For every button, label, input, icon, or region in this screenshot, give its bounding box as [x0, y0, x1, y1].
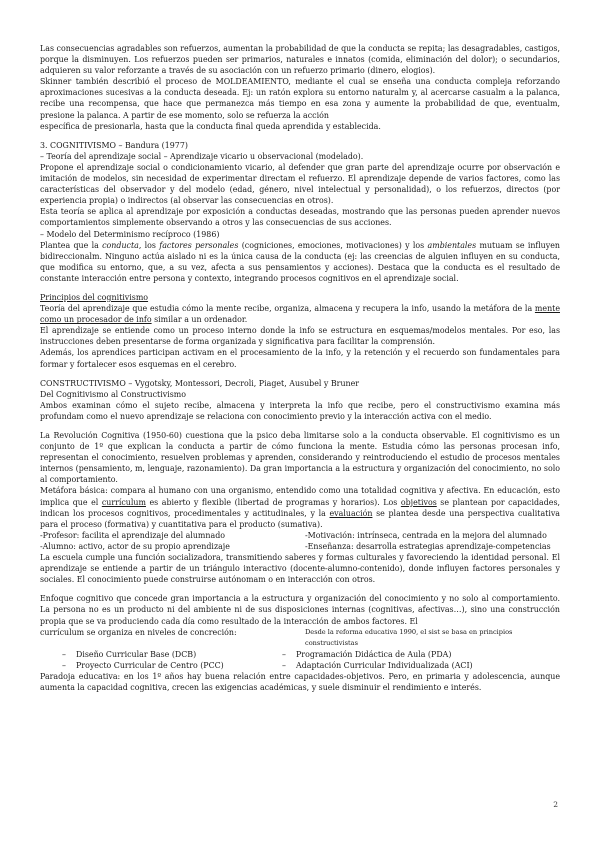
- text-span: Metáfora básica: compara al humano con una organismo, entendido como una totalidad cognitiva y afectiva. En educación, esto implica que el: [40, 486, 560, 507]
- paragraph-principios-2: El aprendizaje se entiende como un proceso interno donde la info se estructura en esquemas/modelos mentales. Por eso, las instrucciones deben presentarse de forma organizada y significativa para facilitar la comprensión.: [40, 326, 560, 347]
- paragraph-escuela: La escuela cumple una función socializadora, transmitiendo saberes y formas culturales y favoreciendo la identidad personal. El aprendizaje se entiende a partir de un triángulo interactivo (docente-alumno-contenido), donde influyen factores personales y sociales. El conocimiento puede construirse autónomam o en interacción con otros.: [40, 553, 560, 585]
- text-span: se plantean por capacidades, indican los procesos cognitivos, procedimentales y actitudinales, y la: [40, 497, 561, 518]
- underlined-mente: mente como un procesador de info: [40, 304, 560, 325]
- curriculum-levels-intro: [40, 627, 560, 649]
- paragraph-aplicacion: Esta teoría se aplica al aprendizaje por exposición a conductas deseadas, mostrando que las personas pueden aprender nuevos comportamientos simplemente observando a otros y las consecuencias de sus acciones.: [40, 207, 560, 228]
- level-text: Diseño Curricular Base (DCB): [76, 649, 197, 659]
- dash-mark: –: [282, 660, 286, 670]
- text-span: se plantea desde una perspectiva cualitativa para el proceso (formativa) y cuantitativa para el producto (sumativa).: [40, 508, 561, 529]
- paragraph-moldeamiento: Skinner también describió el proceso de MOLDEAMIENTO, mediante el cual se enseña una conducta compleja reforzando aproximaciones sucesivas a la conducta deseada. Ej: un ratón explora su entorno naturalm y, al acercarse casualm a la palanca, recibe una recompensa, que hace que permanezca más tiempo en esa zona y aumente la probabilidad de que, eventualm, presione la palanca. A partir de ese momento, solo se refuerza la acción: [40, 77, 560, 120]
- reforma-note: Desde la reforma educativa 1990, el sist se basa en principios constructivistas: [305, 627, 513, 647]
- italic-factores: factores personales: [159, 240, 239, 250]
- text-span: Teoría del aprendizaje que estudia cómo la mente recibe, organiza, almacena y recupera la info, usando la metáfora de la: [40, 304, 535, 314]
- dash-mark: –: [62, 660, 66, 670]
- level-text: Proyecto Curricular de Centro (PCC): [76, 660, 224, 670]
- section-title-cognitivismo: 3. COGNITIVISMO – Bandura (1977): [40, 140, 188, 150]
- heading-principios: [40, 292, 560, 303]
- underlined-evaluacion: evaluación: [329, 508, 373, 518]
- levels-row-1: [40, 649, 560, 660]
- italic-ambientales: ambientales: [427, 240, 477, 250]
- section-title-constructivismo: CONSTRUCTIVISMO – Vygotsky, Montessori, Decroli, Piaget, Ausubel y Bruner: [40, 378, 360, 388]
- paragraph-revolucion: La Revolución Cognitiva (1950-60) cuestiona que la psico deba limitarse solo a la conducta observable. El cognitivismo es un conjunto de 1º que explican la conducta a partir de cómo funciona la mente. Estudia cómo las personas procesan info, representan el conocimiento, resuelven problemas y aprenden, considerando y reintroduciendo el estudio de procesos mentales internos (pensamiento, m, lenguaje, razonamiento). Da gran importancia a la estructura y organización del conocimiento, no solo al comportamiento.: [40, 431, 560, 485]
- text-span: (cogniciones, emociones, motivaciones) y los: [238, 240, 428, 250]
- paragraph-determinismo: [40, 240, 560, 284]
- level-text: Adaptación Curricular Individualizada (ACI): [296, 660, 473, 670]
- paragraph-enfoque: Enfoque cognitivo que concede gran importancia a la estructura y organización del conocimiento y no solo al comportamiento. La persona no es un producto ni del ambiente ni de sus disposiciones internas (cognitivas, afectivas…), sino una construcción propia que se va produciendo cada día como resultado de la interacción de ambos factores. El: [40, 594, 560, 626]
- text-span: es abierto y flexible (libertad de programas y horarios). Los: [145, 497, 401, 507]
- subtitle-aprendizaje-social: – Teoría del aprendizaje social – Aprendizaje vicario u observacional (modelado).: [40, 151, 364, 161]
- level-pda: [270, 649, 560, 660]
- dash-mark: –: [282, 649, 286, 659]
- document-page: [40, 43, 560, 693]
- roles-row-1: [40, 530, 560, 541]
- subtitle-determinismo: – Modelo del Determinismo recíproco (1986): [40, 229, 220, 239]
- role-profesor: -Profesor: facilita el aprendizaje del alumnado: [40, 530, 225, 540]
- paragraph-refuerzos: Las consecuencias agradables son refuerzos, aumentan la probabilidad de que la conducta se repita; las desagradables, castigos, porque la disminuyen. Los refuerzos pueden ser primarios, naturales e innatos (comida, eliminación del dolor); o secundarios, adquieren su valor reforzante a través de su asociación con un refuerzo primario (dinero, elogios).: [40, 44, 560, 76]
- levels-row-2: [40, 660, 560, 671]
- paragraph-metafora: [40, 485, 560, 529]
- curriculum-intro-text: currículum se organiza en niveles de concreción:: [40, 627, 237, 637]
- text-span: similar a un ordenador.: [151, 315, 248, 325]
- underlined-curriculum: currículum: [101, 497, 146, 507]
- role-ensenanza: -Enseñanza: desarrolla estrategias aprendizaje-competencias: [305, 541, 551, 551]
- level-text: Programación Didáctica de Aula (PDA): [296, 649, 452, 659]
- italic-conducta: conducta: [102, 240, 139, 250]
- text-span: Plantea que la: [40, 240, 103, 250]
- role-alumno: -Alumno: activo, actor de su propio aprendizaje: [40, 541, 230, 551]
- level-dcb: [40, 649, 270, 660]
- underlined-objetivos: objetivos: [400, 497, 437, 507]
- level-aci: [270, 660, 560, 671]
- level-pcc: [40, 660, 270, 671]
- paragraph-comparacion: Ambos examinan cómo el sujeto recibe, almacena y interpreta la info que recibe, pero el constructivismo examina más profundam como el nuevo aprendizaje se relaciona con conocimiento previo y la interacción activa con el medio.: [40, 400, 560, 421]
- dash-mark: –: [62, 649, 66, 659]
- subtitle-cognitivismo-constructivismo: Del Cognitivismo al Constructivismo: [40, 389, 186, 399]
- role-motivacion: -Motivación: intrínseca, centrada en la mejora del alumnado: [305, 530, 547, 540]
- paragraph-principios-3: Además, los aprendices participan activam en el procesamiento de la info, y la retención y el recuerdo son fundamentales para formar y fortalecer esos esquemas en el cerebro.: [40, 348, 560, 369]
- paragraph-paradoja: Paradoja educativa: en los 1º años hay buena relación entre capacidades-objetivos. Pero, en primaria y adolescencia, aunque aumenta la capacidad cognitiva, crecen las exigencias académicas, y suele disminuir el rendimiento e interés.: [40, 671, 560, 693]
- text-span: , los: [138, 240, 160, 250]
- paragraph-aprendizaje-social: Propone el aprendizaje social o condicionamiento vicario, al defender que gran parte del aprendizaje ocurre por observación e imitación de modelos, sin necesidad de experimentar directam el refuerzo. El aprendizaje depende de varios factores, como las características del observador y del modelo (edad, género, nivel intelectual y personalidad), o los refuerzos, directos (por experiencia propia) o indirectos (al observar las consecuencias en otros).: [40, 162, 560, 206]
- paragraph-moldeamiento-end: específica de presionarla, hasta que la conducta final queda aprendida y establecida.: [40, 121, 381, 131]
- underlined-heading: Principios del cognitivismo: [40, 292, 149, 302]
- page-number: 2: [553, 800, 558, 809]
- roles-row-2: [40, 541, 560, 552]
- paragraph-principios-1: [40, 303, 560, 325]
- text-span: mutuam se influyen bidireccionalm. Ninguno actúa aislado ni es la única causa de la conducta (ej: las creencias de alguien influyen en su conducta, que modifica su entorno, que, a su vez, afecta a sus pensamientos y acciones). Destaca que la conducta es el resultado de constante interacción entre persona y contexto, integrando procesos cognitivos en el aprendizaje social.: [40, 240, 560, 283]
